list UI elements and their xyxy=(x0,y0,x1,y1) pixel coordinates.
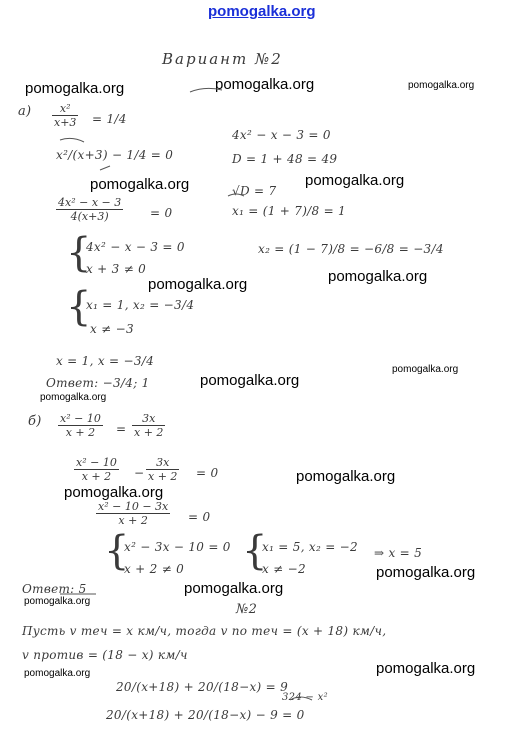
watermark: pomogalka.org xyxy=(376,564,476,581)
watermark: pomogalka.org xyxy=(90,176,190,193)
quadratic-sqrt-discriminant: √D = 7 xyxy=(232,184,277,198)
task-2-equation-2: 20/(x+18) + 20/(18−x) − 9 = 0 xyxy=(106,708,305,722)
watermark: pomogalka.org xyxy=(392,364,459,375)
task-2-equation-1: 20/(x+18) + 20/(18−x) = 9 xyxy=(116,680,289,694)
system-brace: { xyxy=(66,230,92,276)
system-brace: { xyxy=(104,528,130,574)
fraction-denominator: x + 2 xyxy=(148,470,178,483)
watermark: pomogalka.org xyxy=(296,468,396,485)
watermark: pomogalka.org xyxy=(24,668,91,679)
fraction-numerator: 4x² − x − 3 xyxy=(58,196,122,209)
fraction-denominator: x + 2 xyxy=(134,426,164,439)
watermark: pomogalka.org xyxy=(408,80,475,91)
part-b-eq2-minus: − xyxy=(134,466,145,480)
watermark: pomogalka.org xyxy=(376,660,476,677)
part-b-system-line-1: x² − 3x − 10 = 0 xyxy=(124,540,231,554)
part-b-eq2-rhs: = 0 xyxy=(196,466,219,480)
fraction-numerator: 3x xyxy=(146,456,179,470)
site-watermark-top[interactable]: pomogalka.org xyxy=(208,3,316,20)
task-2-side-note: 324 − x² xyxy=(282,692,328,703)
fraction-numerator: x² xyxy=(52,102,78,116)
part-b-conclusion: ⇒ x = 5 xyxy=(374,546,423,560)
part-a-eq3-rhs: = 0 xyxy=(150,206,173,220)
fraction-denominator: x + 2 xyxy=(65,426,96,439)
watermark: pomogalka.org xyxy=(148,276,248,293)
watermark: pomogalka.org xyxy=(184,580,284,597)
part-a-result: x = 1, x = −3/4 xyxy=(56,354,155,368)
part-a-eq1-rhs: = 1/4 xyxy=(92,112,127,126)
quadratic-root-2: x₂ = (1 − 7)/8 = −6/8 = −3/4 xyxy=(258,242,444,256)
part-a-answer: Ответ: −3/4; 1 xyxy=(46,376,150,390)
part-b-eq1-equals: = xyxy=(116,422,127,436)
fraction-denominator: x+3 xyxy=(54,116,77,129)
system-brace: { xyxy=(66,284,92,330)
watermark: pomogalka.org xyxy=(64,484,164,501)
part-a-system-line-2: x + 3 ≠ 0 xyxy=(86,262,147,276)
task-2-line-1: Пусть v теч = x км/ч, тогда v по теч = (x + 18) км/ч, xyxy=(22,624,387,638)
fraction-denominator: x + 2 xyxy=(81,470,112,483)
fraction-numerator: x² − 10 xyxy=(60,412,101,425)
watermark: pomogalka.org xyxy=(328,268,428,285)
fraction-numerator: 3x xyxy=(132,412,165,426)
fraction-denominator: x + 2 xyxy=(118,514,148,527)
watermark: pomogalka.org xyxy=(25,80,125,97)
part-a-label: a) xyxy=(18,104,32,119)
quadratic-discriminant: D = 1 + 48 = 49 xyxy=(232,152,338,166)
task-2-line-2: v против = (18 − x) км/ч xyxy=(22,648,188,662)
fraction-denominator: 4(x+3) xyxy=(70,210,109,223)
fraction-numerator: x² − 10 xyxy=(76,456,117,469)
task-2-number: №2 xyxy=(236,602,258,617)
part-a-system-line-1: 4x² − x − 3 = 0 xyxy=(86,240,185,254)
fraction-numerator: x² − 10 − 3x xyxy=(98,500,169,513)
part-a-system-line-3: x₁ = 1, x₂ = −3/4 xyxy=(86,298,195,312)
part-b-system-line-3: x₁ = 5, x₂ = −2 xyxy=(262,540,358,554)
watermark: pomogalka.org xyxy=(215,76,315,93)
watermark: pomogalka.org xyxy=(305,172,405,189)
variant-heading: Вариант №2 xyxy=(162,50,283,68)
part-b-system-line-2: x + 2 ≠ 0 xyxy=(124,562,185,576)
system-brace: { xyxy=(242,528,268,574)
part-b-system-line-4: x ≠ −2 xyxy=(262,562,306,576)
quadratic-line-1: 4x² − x − 3 = 0 xyxy=(232,128,331,142)
watermark: pomogalka.org xyxy=(24,596,91,607)
part-a-eq2: x²/(x+3) − 1/4 = 0 xyxy=(56,148,174,162)
watermark: pomogalka.org xyxy=(200,372,300,389)
part-b-label: б) xyxy=(28,414,42,429)
part-a-system-line-4: x ≠ −3 xyxy=(90,322,134,336)
quadratic-root-1: x₁ = (1 + 7)/8 = 1 xyxy=(232,204,346,218)
watermark: pomogalka.org xyxy=(40,392,107,403)
part-b-eq3-rhs: = 0 xyxy=(188,510,211,524)
part-b-answer: Ответ: 5 xyxy=(22,582,87,596)
